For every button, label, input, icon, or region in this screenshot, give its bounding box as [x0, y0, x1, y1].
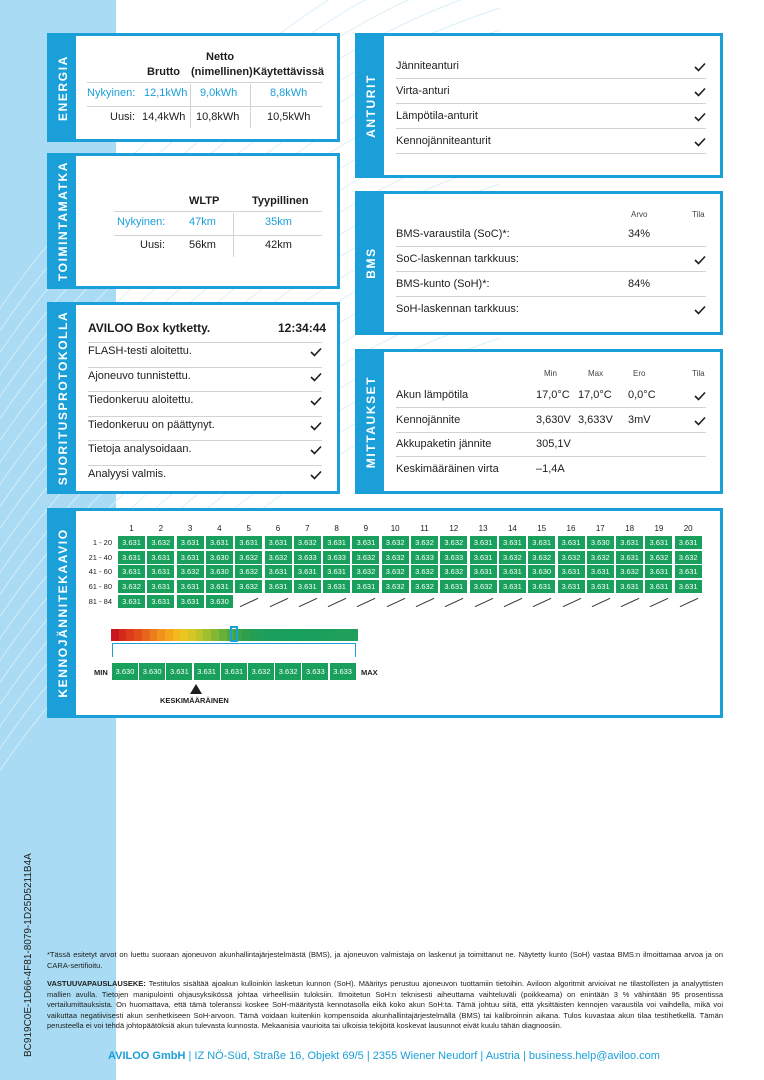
meas-col-max: Max: [588, 369, 604, 378]
cell-voltage: 3.633: [294, 551, 321, 564]
cell-voltage: 3.631: [499, 565, 526, 578]
cell-voltage: 3.631: [294, 565, 321, 578]
cell-voltage: 3.631: [352, 536, 379, 549]
cell-voltage: 3.632: [382, 565, 409, 578]
cell-voltage: 3.632: [411, 580, 438, 593]
cell-voltage: 3.630: [206, 551, 233, 564]
company-city: 2355 Wiener Neudorf: [372, 1050, 478, 1062]
cell-voltage: 3.631: [206, 580, 233, 593]
measurement-min: 17,0°C: [536, 389, 570, 401]
cell-column-number: 15: [537, 524, 547, 533]
measurement-max: 17,0°C: [578, 389, 612, 401]
row-label-uusi: Uusi:: [110, 111, 136, 123]
cell-voltage: 3.631: [323, 565, 350, 578]
meas-col-min: Min: [544, 369, 557, 378]
scale-marker: [230, 626, 238, 642]
cell-voltage: 3.632: [411, 536, 438, 549]
bms-row-label: SoH-laskennan tarkkuus:: [396, 303, 519, 315]
measurement-label: Akkupaketin jännite: [396, 438, 492, 450]
cell-voltage: 3.632: [675, 551, 702, 564]
energia-panel: [47, 33, 340, 142]
energia-tab: ENERGIA: [50, 36, 76, 139]
bms-panel: [355, 191, 723, 335]
protocol-step: Analyysi valmis.: [88, 468, 167, 480]
cell-voltage: 3.632: [499, 551, 526, 564]
cell-voltage: 3.630: [528, 565, 555, 578]
cell-voltage: 3.632: [294, 536, 321, 549]
cell-voltage: 3.632: [177, 565, 204, 578]
column-header-kaytettavissa: Käytettävissä: [253, 66, 324, 78]
scale-segment: [350, 629, 358, 641]
typical-current: 35km: [265, 216, 292, 228]
cell-column-number: 18: [625, 524, 635, 533]
sensor-check-icon: [694, 137, 706, 147]
measurement-label: Kennojännite: [396, 413, 461, 426]
netto-new: 10,8kWh: [196, 111, 240, 123]
cell-column-number: 14: [507, 524, 517, 533]
cell-voltage: 3.631: [147, 565, 174, 578]
disclaimer-paragraph: [47, 979, 723, 1032]
average-label: KESKIMÄÄRÄINEN: [160, 696, 229, 705]
cell-voltage: 3.631: [177, 551, 204, 564]
kennojannitekaavio-tab: KENNOJÄNNITEKAAVIO: [50, 511, 76, 715]
mittaukset-tab: MITTAUKSET: [358, 352, 384, 491]
sensor-check-icon: [694, 87, 706, 97]
bms-row-label: SoC-laskennan tarkkuus:: [396, 253, 519, 265]
cell-column-number: 20: [683, 524, 693, 533]
company-country: Austria: [485, 1050, 520, 1062]
bms-row-label: BMS-kunto (SoH)*:: [396, 278, 490, 290]
measurement-check-icon: [694, 391, 706, 401]
column-header-tyypillinen: Tyypillinen: [252, 195, 309, 207]
cell-voltage: 3.631: [235, 536, 262, 549]
cell-voltage: 3.631: [616, 536, 643, 549]
distribution-cell: 3.633: [330, 663, 356, 680]
bms-col-status: Tila: [692, 210, 705, 219]
step-check-icon: [310, 347, 322, 357]
bms-col-value: Arvo: [631, 210, 648, 219]
cell-voltage: 3.631: [147, 595, 174, 608]
disclaimer-title: VASTUUVAPAUSLAUSEKE:: [47, 979, 146, 988]
cell-column-number: 3: [187, 524, 193, 533]
column-header-netto-2: (nimellinen): [191, 66, 253, 78]
cell-voltage: 3.631: [499, 536, 526, 549]
cell-voltage: 3.633: [323, 551, 350, 564]
bms-check-icon: [694, 255, 706, 265]
cell-voltage: 3.632: [382, 536, 409, 549]
step-check-icon: [310, 445, 322, 455]
cell-voltage: 3.631: [528, 536, 555, 549]
toimintamatka-tab: TOIMINTAMATKA: [50, 156, 76, 286]
cell-column-number: 19: [654, 524, 664, 533]
cell-column-number: 17: [595, 524, 605, 533]
cell-voltage: 3.632: [352, 565, 379, 578]
company-name: AVILOO GmbH: [108, 1050, 186, 1062]
brutto-new: 14,4kWh: [142, 111, 186, 123]
footnote: [47, 950, 723, 1032]
measurement-label: Keskimääräinen virta: [396, 462, 499, 475]
cell-voltage: 3.632: [382, 580, 409, 593]
cell-voltage: 3.631: [675, 536, 702, 549]
cell-voltage: 3.630: [587, 536, 614, 549]
mittaukset-panel: [355, 349, 723, 494]
cell-voltage: 3.632: [235, 580, 262, 593]
netto-current: 9,0kWh: [200, 87, 238, 99]
cell-voltage: 3.631: [147, 580, 174, 593]
cell-voltage: 3.632: [352, 551, 379, 564]
cell-column-number: 12: [449, 524, 459, 533]
protocol-step: Tietoja analysoidaan.: [88, 443, 192, 456]
cell-column-number: 1: [129, 524, 134, 533]
min-label: MIN: [94, 668, 108, 677]
distribution-cell: 3.630: [112, 663, 138, 680]
cell-voltage: 3.632: [558, 551, 585, 564]
cell-voltage: 3.631: [265, 580, 292, 593]
cell-voltage: 3.631: [616, 580, 643, 593]
step-check-icon: [310, 470, 322, 480]
measurement-min: –1,4A: [536, 462, 565, 475]
distribution-cell: 3.632: [275, 663, 301, 680]
cell-voltage: 3.631: [645, 565, 672, 578]
company-email[interactable]: business.help@aviloo.com: [528, 1050, 660, 1062]
wltp-new: 56km: [189, 239, 216, 251]
typical-new: 42km: [265, 239, 292, 251]
cell-column-number: 11: [420, 524, 429, 533]
cell-voltage: 3.631: [118, 595, 145, 608]
sensor-check-icon: [694, 62, 706, 72]
cell-column-number: 7: [305, 524, 310, 533]
bms-row-value: 34%: [628, 228, 651, 240]
footer-contact: AVILOO GmbH | IZ NÖ-Süd, Straße 16, Objekt 69/5 | 2355 Wiener Neudorf | Austria | business.help@aviloo.com: [108, 1050, 660, 1062]
cell-voltage: 3.631: [294, 580, 321, 593]
measurement-diff: 0,0°C: [628, 389, 656, 401]
cell-voltage: 3.631: [470, 565, 497, 578]
step-check-icon: [310, 372, 322, 382]
suoritusprotokolla-panel: [47, 302, 340, 494]
meas-col-tila: Tila: [692, 369, 705, 378]
cell-voltage: 3.633: [440, 551, 467, 564]
cell-row-label: 61 - 80: [88, 582, 112, 592]
cell-voltage: 3.631: [645, 580, 672, 593]
cell-column-number: 16: [566, 524, 576, 533]
distribution-cell: 3.631: [221, 663, 247, 680]
cell-voltage: 3.632: [265, 551, 292, 564]
distribution-cell: 3.632: [248, 663, 274, 680]
measurement-max: 3,633V: [578, 413, 613, 426]
available-new: 10,5kWh: [267, 111, 311, 123]
anturit-panel: [355, 33, 723, 178]
sensor-item: Virta-anturi: [396, 85, 450, 97]
brutto-current: 12,1kWh: [144, 87, 188, 99]
cell-row-label: 1 - 20: [92, 538, 112, 547]
protocol-step: Tiedonkeruu on päättynyt.: [88, 418, 215, 431]
toimintamatka-panel: [47, 153, 340, 289]
sensor-item: Lämpötila-anturit: [396, 110, 478, 122]
cell-voltage: 3.631: [470, 536, 497, 549]
cell-column-number: 13: [478, 524, 488, 533]
disclaimer-text: Testitulos sisältää ajoakun kulloinkin lasketun kunnon (SoH). Määritys perustuu ajoneuvon tuottamiin tietoihin. Aviloon algoritmit arvioivat ne tilastollisten ja analyyttisten mallien avulla. Tietojen manipulointi ohjausyksikössä johtaa virheellisiin tuloksiin. Ilmoitetun SoH:n teknisesti aiheuttama vaihteluväli (poikkeama) on enintään 3 % vähintään 95 prosentissa vertailumittauksista. On huomattava, että tämä toleranssi koskee SoH-määritystä kennotasolla eikä koko akun SoH:ta. Tämä johtuu siitä, että yksittäisten kennojen varaustila voi vaihdella, mikä voi vaikuttaa negatiivisesti akun senhetkiseen SoH-arvoon. Tämä voidaan kuitenkin kompensoida akunhallintajärjestelmällä (BMS) tai kalibroinnin aikana. Tulos kuvastaa akun tilaa testihetkellä. Tämän perusteella ei voi tehdä johtopäätöksiä akun tulevasta kunnosta. Mekaanisia vaurioita tai ulkoisia tekijöitä koskevat lausunnot eivät kuulu tähän diagnoosiin.: [47, 979, 723, 1030]
cell-voltage: 3.632: [645, 551, 672, 564]
measurement-min: 3,630V: [536, 413, 571, 426]
measurement-diff: 3mV: [628, 413, 651, 426]
column-header-wltp: WLTP: [189, 195, 220, 207]
cell-voltage: 3.632: [587, 551, 614, 564]
cell-column-number: 5: [246, 524, 251, 533]
cell-voltage: 3.631: [265, 565, 292, 578]
cell-voltage: 3.632: [147, 536, 174, 549]
measurement-label: Akun lämpötila: [396, 389, 469, 401]
cell-voltage: 3.631: [118, 565, 145, 578]
cell-voltage: 3.631: [147, 551, 174, 564]
sensor-item: Jänniteanturi: [396, 60, 459, 72]
cell-voltage: 3.631: [528, 580, 555, 593]
column-header-brutto: Brutto: [147, 66, 180, 78]
company-address: IZ NÖ-Süd, Straße 16, Objekt 69/5: [194, 1050, 364, 1062]
cell-voltage: 3.632: [118, 580, 145, 593]
protocol-step: FLASH-testi aloitettu.: [88, 345, 192, 357]
max-label: MAX: [361, 668, 378, 677]
bms-tab: BMS: [358, 194, 384, 332]
protocol-step: Tiedonkeruu aloitettu.: [88, 394, 194, 407]
cell-voltage: 3.631: [177, 580, 204, 593]
measurement-min: 305,1V: [536, 438, 571, 450]
protocol-step: Ajoneuvo tunnistettu.: [88, 369, 191, 382]
cell-voltage: 3.631: [118, 551, 145, 564]
cell-column-number: 6: [275, 524, 281, 533]
cell-voltage: 3.632: [235, 565, 262, 578]
cell-voltage: 3.631: [440, 580, 467, 593]
available-current: 8,8kWh: [270, 87, 308, 99]
cell-voltage: 3.631: [558, 580, 585, 593]
cell-voltage: 3.632: [235, 551, 262, 564]
distribution-cell: 3.633: [302, 663, 328, 680]
cell-voltage: 3.631: [675, 565, 702, 578]
distribution-cell: 3.631: [166, 663, 192, 680]
average-marker-icon: [190, 684, 202, 694]
row-label-nykyinen: Nykyinen:: [87, 87, 136, 99]
cell-voltage: 3.632: [528, 551, 555, 564]
cell-voltage: 3.631: [177, 595, 204, 608]
cell-column-number: 9: [363, 524, 369, 533]
cell-row-label: 81 - 84: [88, 596, 112, 606]
bms-footnote: *Tässä esitetyt arvot on luettu suoraan ajoneuvon akunhallintajärjestelmästä (BMS), ja ajoneuvon valmistaja on laskenut ja toimittanut ne. Näytetty kunto (SoH) vastaa BMS:n ilmoittamaa arvoa ja on CARA-sertifioitu.: [47, 950, 723, 970]
scale-connector: [112, 643, 356, 657]
cell-voltage: 3.631: [587, 565, 614, 578]
cell-voltage: 3.631: [645, 536, 672, 549]
cell-voltage: 3.631: [206, 536, 233, 549]
cell-voltage: 3.631: [616, 551, 643, 564]
step-check-icon: [310, 396, 322, 406]
wltp-current: 47km: [189, 216, 216, 228]
cell-voltage: 3.630: [206, 565, 233, 578]
cell-voltage: 3.632: [382, 551, 409, 564]
meas-col-ero: Ero: [633, 369, 646, 378]
cell-voltage: 3.631: [470, 551, 497, 564]
bms-row-value: 84%: [628, 278, 651, 290]
measurement-check-icon: [694, 416, 706, 426]
cell-column-number: 4: [217, 524, 222, 533]
cell-voltage: 3.631: [265, 536, 292, 549]
distribution-cell: 3.631: [194, 663, 220, 680]
column-header-netto-1: Netto: [206, 51, 235, 63]
protocol-time: 12:34:44: [278, 321, 327, 335]
suoritusprotokolla-tab: SUORITUSPROTOKOLLA: [50, 305, 76, 491]
cell-voltage: 3.633: [411, 551, 438, 564]
cell-voltage: 3.631: [118, 536, 145, 549]
document-id: BC919C0E-1D66-4F81-8079-1D25D5211B4A: [23, 853, 34, 1057]
sensor-item: Kennojänniteanturit: [396, 135, 491, 147]
distribution-cell: 3.630: [139, 663, 165, 680]
range-row-label-uusi: Uusi:: [140, 239, 166, 251]
cell-voltage: 3.631: [558, 536, 585, 549]
step-check-icon: [310, 421, 322, 431]
cell-voltage: 3.632: [440, 536, 467, 549]
cell-column-number: 8: [334, 524, 339, 533]
cell-voltage: 3.631: [587, 580, 614, 593]
cell-voltage: 3.632: [440, 565, 467, 578]
cell-voltage: 3.632: [470, 580, 497, 593]
cell-voltage: 3.631: [558, 565, 585, 578]
cell-column-number: 2: [158, 524, 164, 533]
sensor-check-icon: [694, 112, 706, 122]
protocol-title: AVILOO Box kytketty.: [88, 321, 211, 335]
cell-voltage: 3.631: [177, 536, 204, 549]
cell-voltage: 3.631: [323, 536, 350, 549]
bms-row-label: BMS-varaustila (SoC)*:: [396, 228, 510, 240]
cell-column-number: 10: [390, 524, 400, 533]
anturit-tab: ANTURIT: [358, 36, 384, 175]
bms-check-icon: [694, 305, 706, 315]
cell-voltage: 3.632: [411, 565, 438, 578]
cell-voltage: 3.631: [499, 580, 526, 593]
range-row-label-nykyinen: Nykyinen:: [117, 216, 166, 228]
cell-voltage: 3.630: [206, 595, 233, 608]
cell-voltage: 3.631: [675, 580, 702, 593]
cell-row-label: 21 - 40: [88, 552, 112, 562]
cell-row-label: 41 - 60: [88, 567, 112, 577]
cell-voltage: 3.631: [323, 580, 350, 593]
cell-voltage: 3.632: [616, 565, 643, 578]
cell-voltage: 3.631: [352, 580, 379, 593]
